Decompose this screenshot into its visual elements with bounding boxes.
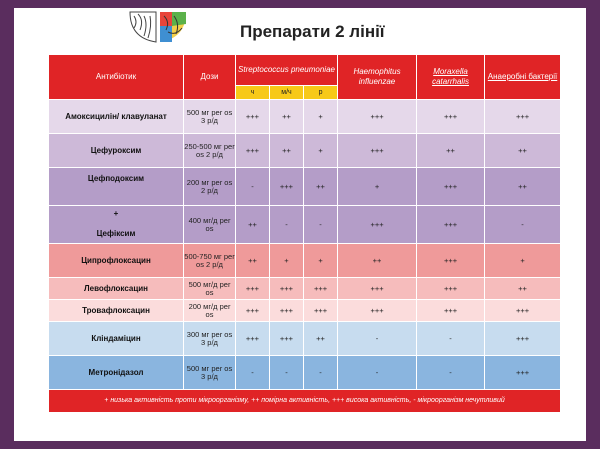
- drug-name: Цефподоксим: [87, 174, 145, 183]
- value-cell: +++: [338, 134, 417, 168]
- value-cell: ++: [270, 134, 304, 168]
- value-cell: +++: [417, 244, 485, 278]
- subheader-r: р: [304, 86, 338, 100]
- value-cell: -: [236, 168, 270, 206]
- value-cell: -: [338, 322, 417, 356]
- value-cell: +++: [485, 300, 561, 322]
- header-strep: [236, 55, 338, 86]
- header-moraxella: [417, 55, 485, 100]
- value-cell: -: [270, 206, 304, 244]
- value-cell: +++: [417, 100, 485, 134]
- value-cell: +: [270, 244, 304, 278]
- table-row: [49, 322, 561, 356]
- value-cell: -: [338, 356, 417, 390]
- drug-name: Амоксицилін/ клавуланат: [49, 100, 184, 134]
- value-cell: +++: [236, 134, 270, 168]
- drug-dose: 500-750 мг per os 2 р/д: [184, 244, 236, 278]
- value-cell: +++: [304, 278, 338, 300]
- table-row: [49, 244, 561, 278]
- header-doses: Дози: [184, 55, 236, 100]
- value-cell: ++: [270, 100, 304, 134]
- value-cell: -: [485, 206, 561, 244]
- drug-name: Левофлоксацин: [49, 278, 184, 300]
- drug-dose: 200 мг/д per os: [184, 300, 236, 322]
- value-cell: -: [236, 356, 270, 390]
- drug-name: Ципрофлоксацин: [49, 244, 184, 278]
- value-cell: +++: [338, 206, 417, 244]
- header-moraxella-label: Moraxella catarrhalis: [432, 67, 469, 86]
- value-cell: +: [304, 244, 338, 278]
- slide: [14, 8, 586, 441]
- value-cell: ++: [485, 168, 561, 206]
- slide-title: Препарати 2 лінії: [240, 22, 385, 41]
- legend-footer: + низька активність проти мікроорганізму, ++ помірна активність, +++ висока активність, - мікроорганізм нечутливий: [49, 390, 561, 413]
- header-haemophilus-label: Haemophitus influenzae: [353, 67, 401, 86]
- value-cell: ++: [338, 244, 417, 278]
- value-cell: ++: [485, 278, 561, 300]
- header-haemophilus: [338, 55, 417, 100]
- table-row: [49, 100, 561, 134]
- table-row: [49, 300, 561, 322]
- value-cell: +++: [417, 278, 485, 300]
- table-row: [49, 134, 561, 168]
- value-cell: +++: [236, 100, 270, 134]
- drug-dose: 500 мг per os 3 р/д: [184, 100, 236, 134]
- combination-plus: +: [113, 209, 119, 218]
- drug-dose: 500 мг/д per os: [184, 278, 236, 300]
- drug-dose: 500 мг per os 3 р/д: [184, 356, 236, 390]
- antibiotics-table: [48, 54, 561, 413]
- value-cell: +++: [485, 356, 561, 390]
- drug-name: Цефіксим: [96, 229, 136, 238]
- header-antibiotic: Антибіотик: [49, 55, 184, 100]
- drug-name: Метронідазол: [49, 356, 184, 390]
- drug-name: Цефуроксим: [49, 134, 184, 168]
- value-cell: +++: [417, 206, 485, 244]
- value-cell: +: [338, 168, 417, 206]
- value-cell: -: [417, 322, 485, 356]
- value-cell: ++: [304, 168, 338, 206]
- value-cell: +++: [236, 322, 270, 356]
- drug-name-cell: [49, 206, 184, 244]
- drug-name-cell: [49, 168, 184, 206]
- drug-dose: 250-500 мг per os 2 р/д: [184, 134, 236, 168]
- value-cell: +: [485, 244, 561, 278]
- value-cell: +++: [270, 168, 304, 206]
- subheader-mh: м/ч: [270, 86, 304, 100]
- value-cell: +++: [485, 100, 561, 134]
- subheader-h: ч: [236, 86, 270, 100]
- drug-name: Кліндаміцин: [49, 322, 184, 356]
- header-strep-label: Streptococcus pneumoniae: [238, 65, 335, 74]
- value-cell: +++: [417, 300, 485, 322]
- value-cell: +++: [236, 278, 270, 300]
- value-cell: +++: [270, 322, 304, 356]
- drug-dose: 200 мг per os 2 р/д: [184, 168, 236, 206]
- value-cell: -: [304, 206, 338, 244]
- header-anaerobes: [485, 55, 561, 100]
- value-cell: +++: [236, 300, 270, 322]
- value-cell: +++: [338, 300, 417, 322]
- value-cell: ++: [417, 134, 485, 168]
- value-cell: +++: [338, 278, 417, 300]
- table-row: [49, 206, 561, 244]
- value-cell: +++: [485, 322, 561, 356]
- value-cell: +++: [338, 100, 417, 134]
- value-cell: +: [304, 134, 338, 168]
- table-row: [49, 168, 561, 206]
- value-cell: ++: [236, 206, 270, 244]
- drug-dose: 300 мг per os 3 р/д: [184, 322, 236, 356]
- drug-dose: 400 мг/д per os: [184, 206, 236, 244]
- value-cell: +++: [270, 300, 304, 322]
- value-cell: ++: [304, 322, 338, 356]
- value-cell: +: [304, 100, 338, 134]
- value-cell: +++: [417, 168, 485, 206]
- brain-logo-icon: [126, 8, 190, 44]
- value-cell: -: [417, 356, 485, 390]
- value-cell: -: [270, 356, 304, 390]
- drug-name: Тровафлоксацин: [49, 300, 184, 322]
- header-anaerobes-label: Анаеробні бактерії: [487, 72, 558, 81]
- value-cell: -: [304, 356, 338, 390]
- value-cell: ++: [236, 244, 270, 278]
- value-cell: +++: [304, 300, 338, 322]
- table-row: [49, 278, 561, 300]
- value-cell: +++: [270, 278, 304, 300]
- value-cell: ++: [485, 134, 561, 168]
- table-row: [49, 356, 561, 390]
